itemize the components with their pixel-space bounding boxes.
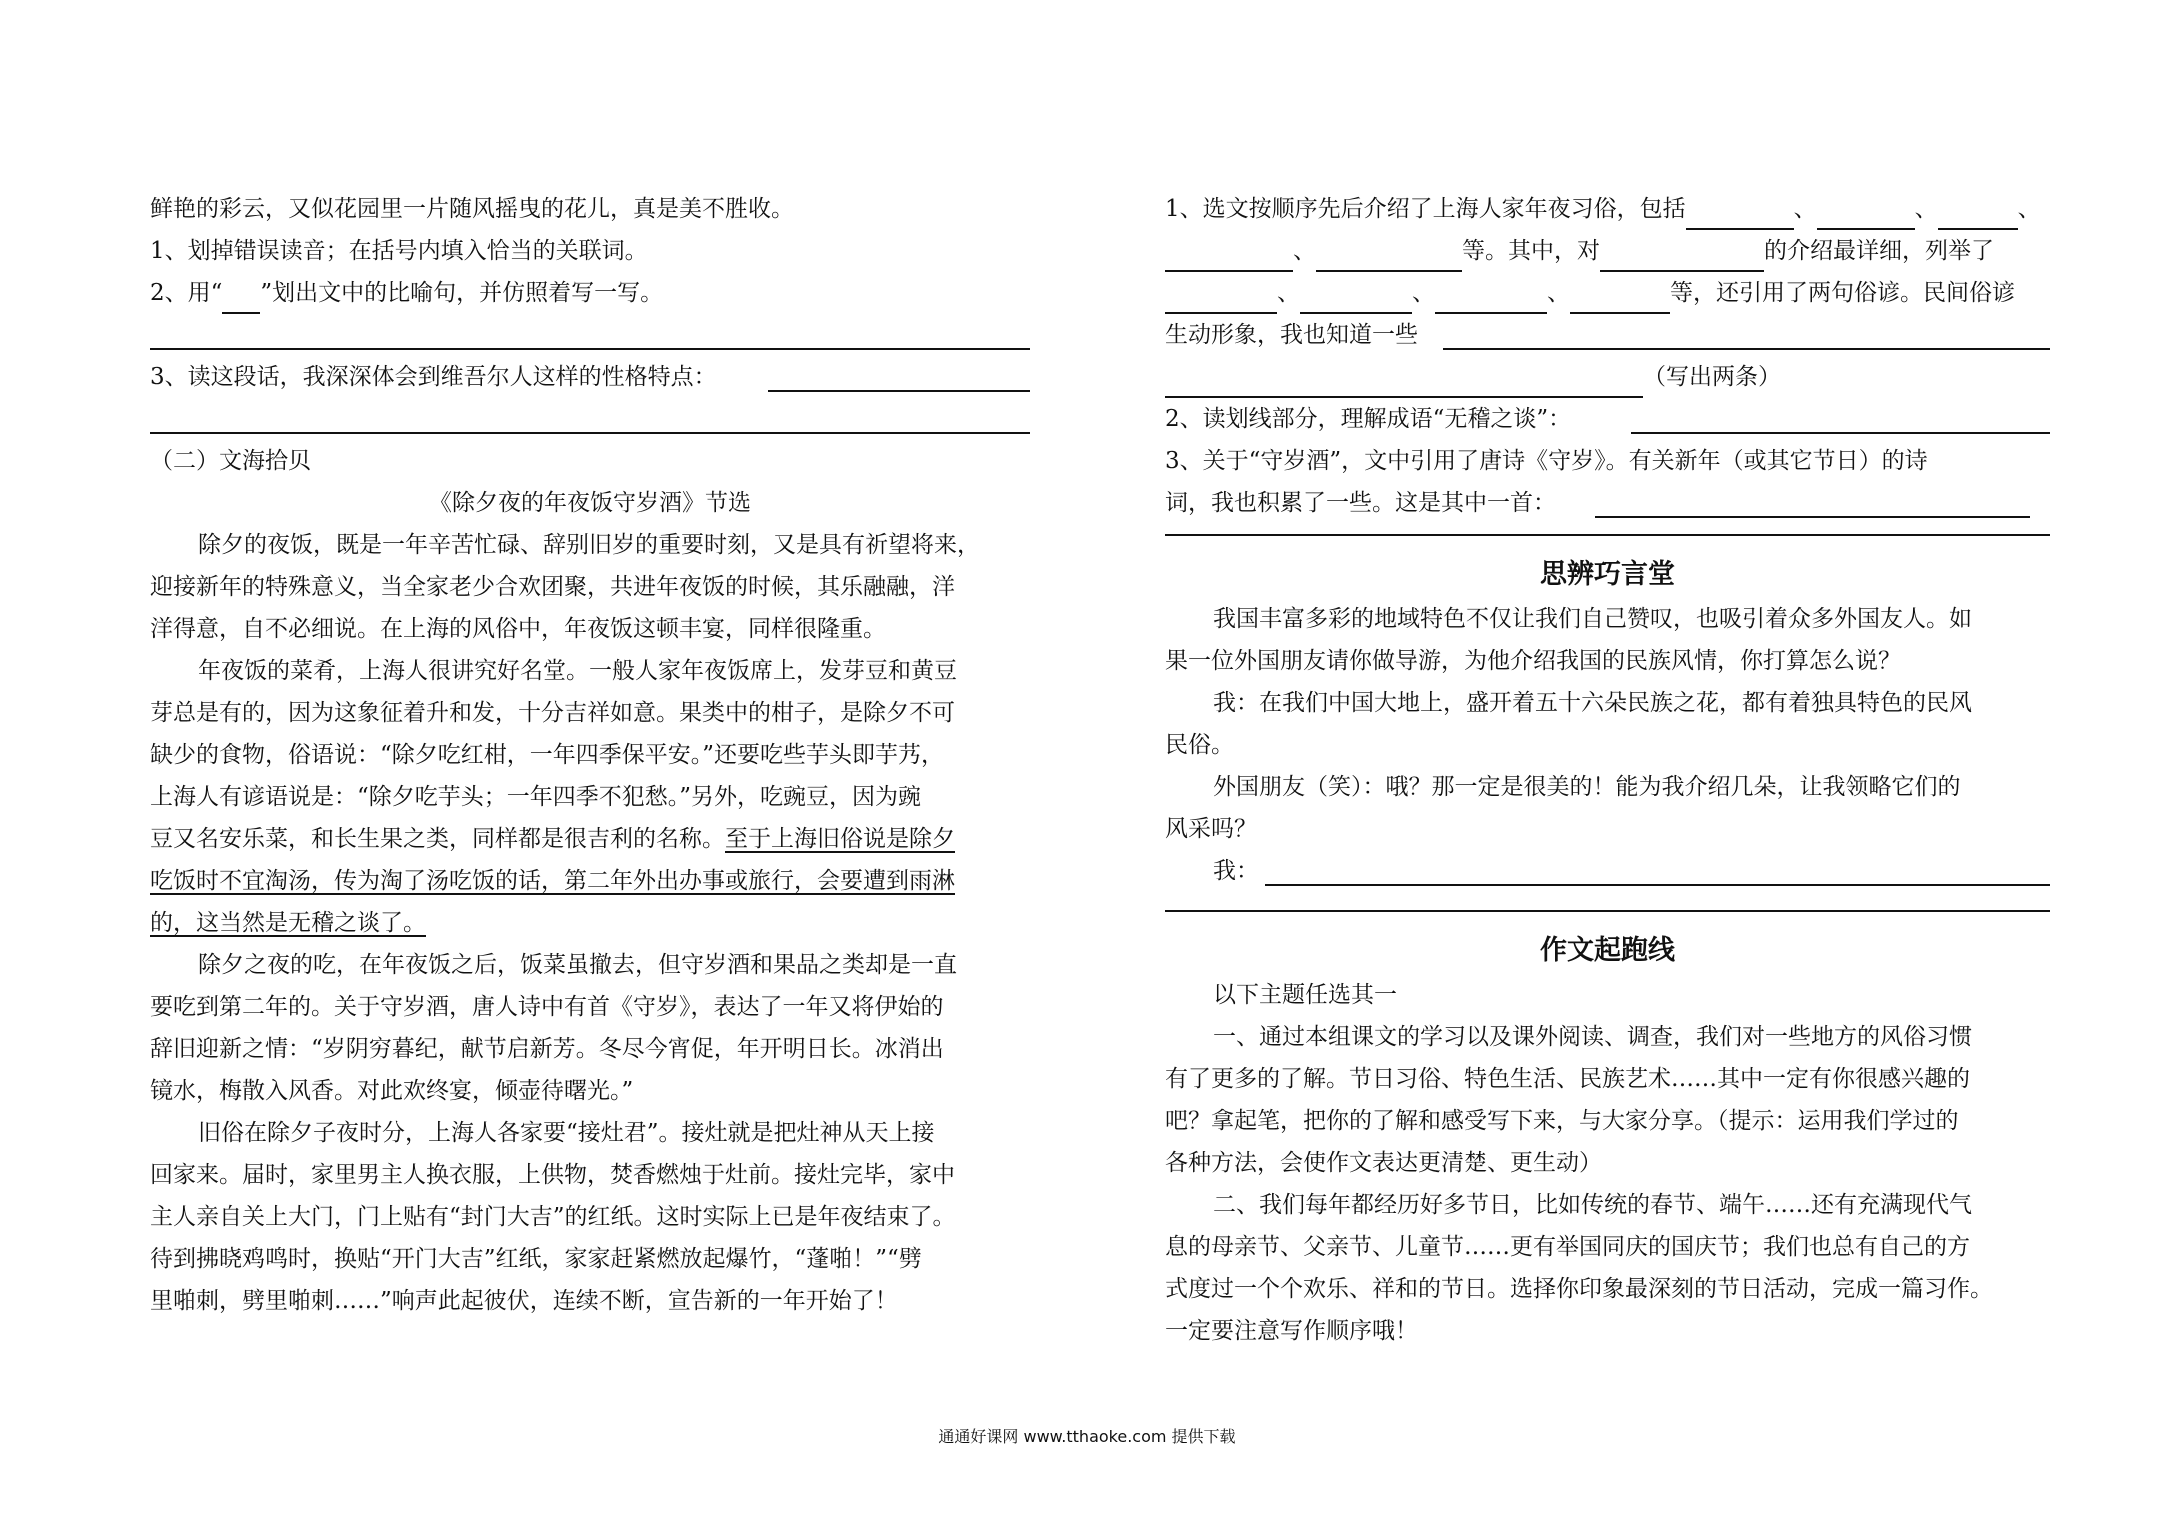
answer-prompt: 我： <box>1165 850 2050 892</box>
question-3: 3、关于“守岁酒”，文中引用了唐诗《守岁》。有关新年（或其它节日）的诗 <box>1165 448 1928 474</box>
blank[interactable] <box>1165 284 1277 314</box>
dialog-line: 民俗。 <box>1165 732 1234 758</box>
footer-text: 通通好课网 www.tthaoke.com 提供下载 <box>938 1427 1236 1446</box>
passage-line: 除夕的夜饭，既是一年辛苦忙碌、辞别旧岁的重要时刻，又是具有祈望将来， <box>198 532 980 558</box>
topic-line: 吧？拿起笔，把你的了解和感受写下来，与大家分享。（提示：运用我们学过的 <box>1165 1108 1959 1134</box>
blank[interactable] <box>1316 242 1462 272</box>
passage-line: 镜水，梅散入风香。对此欢终宴，倾壶待曙光。” <box>150 1078 634 1104</box>
question-3: 3、读这段话，我深深体会到维吾尔人这样的性格特点： <box>150 356 1030 398</box>
answer-line[interactable] <box>150 314 1030 356</box>
section-heading: 思辨巧言堂 <box>1540 559 1675 590</box>
prompt-line: 果一位外国朋友请你做导游，为他介绍我国的民族风情，你打算怎么说？ <box>1165 648 1901 674</box>
passage-line: 除夕之夜的吃，在年夜饭之后，饭菜虽撤去，但守岁酒和果品之类却是一直 <box>198 952 957 978</box>
passage-line: 辞旧迎新之情：“岁阴穷暮纪，献节启新芳。冬尽今宵促，年开明日长。冰消出 <box>150 1036 944 1062</box>
divider <box>1165 534 2050 536</box>
passage-line: 缺少的食物，俗语说：“除夕吃红柑，一年四季保平安。”还要吃些芋头即芋艿， <box>150 742 945 768</box>
blank[interactable] <box>1938 200 2018 230</box>
dialog-line: 我：在我们中国大地上，盛开着五十六朵民族之花，都有着独具特色的民风 <box>1213 690 1972 716</box>
divider <box>1165 910 2050 912</box>
blank[interactable] <box>1300 284 1412 314</box>
passage-title: 《除夕夜的年夜饭守岁酒》节选 <box>429 490 751 516</box>
underline-sample <box>222 284 260 314</box>
right-column <box>1165 188 2050 1352</box>
passage-line: 洋得意，自不必细说。在上海的风俗中，年夜饭这顿丰宴，同样很隆重。 <box>150 616 886 642</box>
blank[interactable] <box>1600 242 1764 272</box>
passage-line: 豆又名安乐菜，和长生果之类，同样都是很吉利的名称。至于上海旧俗说是除夕 <box>150 826 955 852</box>
passage-line: 年夜饭的菜肴，上海人很讲究好名堂。一般人家年夜饭席上，发芽豆和黄豆 <box>198 658 957 684</box>
topic-line: 一、通过本组课文的学习以及课外阅读、调查，我们对一些地方的风俗习惯 <box>1213 1024 1972 1050</box>
question-1-cont: 、 、 、 等，还引用了两句俗谚。民间俗谚 <box>1165 272 2050 314</box>
topic-line: 各种方法，会使作文表达更清楚、更生动） <box>1165 1150 1602 1176</box>
topic-line: 一定要注意写作顺序哦！ <box>1165 1318 1418 1344</box>
topic-line: 式度过一个个欢乐、祥和的节日。选择你印象最深刻的节日活动，完成一篇习作。 <box>1165 1276 1993 1302</box>
question-1-cont: 、 等。其中，对 的介绍最详细，列举了 <box>1165 230 2050 272</box>
underlined-text: 吃饭时不宜淘汤，传为淘了汤吃饭的话，第二年外出办事或旅行，会要遭到雨淋 <box>150 868 955 894</box>
passage-line: 里啪刺，劈里啪刺……”响声此起彼伏，连续不断，宣告新的一年开始了！ <box>150 1288 898 1314</box>
question-3-cont: 词，我也积累了一些。这是其中一首： <box>1165 482 2050 524</box>
section-label: （二）文海拾贝 <box>150 448 311 474</box>
topic-line: 有了更多的了解。节日习俗、特色生活、民族艺术……其中一定有你很感兴趣的 <box>1165 1066 1970 1092</box>
blank[interactable] <box>1435 284 1547 314</box>
passage-line <box>150 860 1030 902</box>
passage-line: 迎接新年的特殊意义，当全家老少合欢团聚，共进年夜饭的时候，其乐融融，洋 <box>150 574 955 600</box>
passage-line: 要吃到第二年的。关于守岁酒，唐人诗中有首《守岁》，表达了一年又将伊始的 <box>150 994 944 1020</box>
underlined-text: 至于上海旧俗说是除夕 <box>725 826 955 852</box>
blank[interactable] <box>1686 200 1794 230</box>
topic-line: 息的母亲节、父亲节、儿童节……更有举国同庆的国庆节；我们也总有自己的方 <box>1165 1234 1970 1260</box>
question-1: 1、选文按顺序先后介绍了上海人家年夜习俗，包括 、 、 、 <box>1165 188 2050 230</box>
question-2: 2、读划线部分，理解成语“无稽之谈”： <box>1165 398 2050 440</box>
passage-line: 回家来。届时，家里男主人换衣服，上供物，焚香燃烛于灶前。接灶完毕，家中 <box>150 1162 955 1188</box>
question-1: 1、划掉错误读音；在括号内填入恰当的关联词。 <box>150 238 648 264</box>
left-column <box>150 188 1030 1322</box>
underlined-text: 的，这当然是无稽之谈了。 <box>150 910 426 936</box>
dialog-line: 风采吗？ <box>1165 816 1257 842</box>
prompt-line: 我国丰富多彩的地域特色不仅让我们自己赞叹，也吸引着众多外国友人。如 <box>1213 606 1972 632</box>
passage-line <box>150 902 1030 944</box>
question-1-cont: 生动形象，我也知道一些 <box>1165 314 2050 356</box>
dialog-line: 外国朋友（笑）：哦？那一定是很美的！能为我介绍几朵，让我领略它们的 <box>1213 774 1961 800</box>
passage-line: 主人亲自关上大门，门上贴有“封门大吉”的红纸。这时实际上已是年夜结束了。 <box>150 1204 956 1230</box>
question-2: 2、用“ ”划出文中的比喻句，并仿照着写一写。 <box>150 272 1030 314</box>
blank[interactable] <box>1570 284 1670 314</box>
instruction: 以下主题任选其一 <box>1213 982 1397 1008</box>
blank[interactable] <box>1817 200 1915 230</box>
passage-line: 旧俗在除夕子夜时分，上海人各家要“接灶君”。接灶就是把灶神从天上接 <box>198 1120 935 1146</box>
question-1-cont: （写出两条） <box>1165 356 2050 398</box>
answer-line[interactable] <box>150 398 1030 440</box>
section-heading: 作文起跑线 <box>1540 935 1675 966</box>
topic-line: 二、我们每年都经历好多节日，比如传统的春节、端午……还有充满现代气 <box>1213 1192 1972 1218</box>
blank[interactable] <box>1165 242 1293 272</box>
passage-line: 芽总是有的，因为这象征着升和发，十分吉祥如意。果类中的柑子，是除夕不可 <box>150 700 955 726</box>
text-line: 鲜艳的彩云，又似花园里一片随风摇曳的花儿，真是美不胜收。 <box>150 196 794 222</box>
passage-line: 上海人有谚语说是：“除夕吃芋头；一年四季不犯愁。”另外，吃豌豆，因为豌 <box>150 784 922 810</box>
blank[interactable] <box>1165 368 1643 398</box>
passage-line: 待到拂晓鸡鸣时，换贴“开门大吉”红纸，家家赶紧燃放起爆竹，“蓬啪！”“劈 <box>150 1246 922 1272</box>
